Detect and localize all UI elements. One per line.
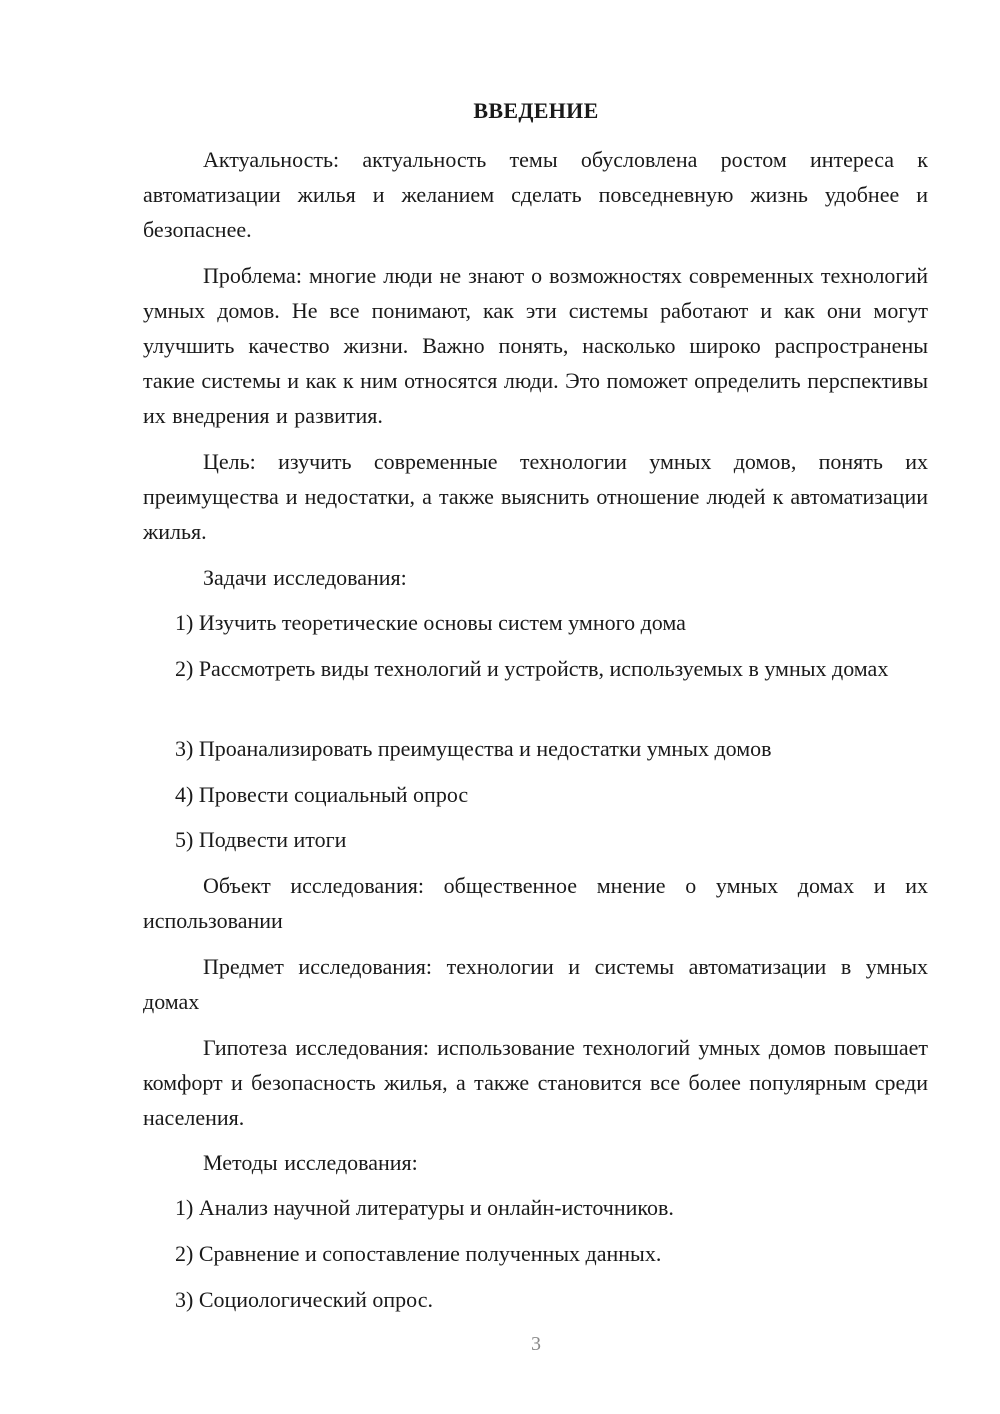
hypothesis-paragraph: Гипотеза исследования: использование технологий умных домов повышает комфорт и безопасность жилья, а также становится все более популярным среди населения. [143,1035,928,1130]
methods-heading: Методы исследования: [203,1150,418,1175]
task-item: 1) Изучить теоретические основы систем умного дома [175,610,686,635]
task-item: 4) Провести социальный опрос [175,782,469,807]
problem-paragraph: Проблема: многие люди не знают о возможностях современных технологий умных домов. Не все понимают, как эти системы работают и как они могут улучшить качество жизни. Важно понять, насколько широко распространены такие системы и как к ним относятся люди. Это поможет определить перспективы их внедрения и развития. [143,263,928,428]
goal-paragraph: Цель: изучить современные технологии умных домов, понять их преимущества и недостатки, а также выяснить отношение людей к автоматизации жилья. [143,449,928,544]
task-item: 3) Проанализировать преимущества и недостатки умных домов [175,736,772,761]
object-paragraph: Объект исследования: общественное мнение о умных домах и их использовании [143,873,928,933]
page-title: ВВЕДЕНИЕ [473,98,599,123]
relevance-paragraph: Актуальность: актуальность темы обусловлена ростом интереса к автоматизации жилья и желанием сделать повседневную жизнь удобнее и безопаснее. [143,147,928,242]
method-item: 1) Анализ научной литературы и онлайн-источников. [175,1195,674,1220]
tasks-heading: Задачи исследования: [203,565,407,590]
page-number: 3 [531,1333,541,1355]
subject-paragraph: Предмет исследования: технологии и системы автоматизации в умных домах [143,954,928,1014]
task-item: 2) Рассмотреть виды технологий и устройств, используемых в умных домах [175,656,889,681]
task-item: 5) Подвести итоги [175,827,347,852]
method-item: 3) Социологический опрос. [175,1287,433,1312]
method-item: 2) Сравнение и сопоставление полученных данных. [175,1241,662,1266]
